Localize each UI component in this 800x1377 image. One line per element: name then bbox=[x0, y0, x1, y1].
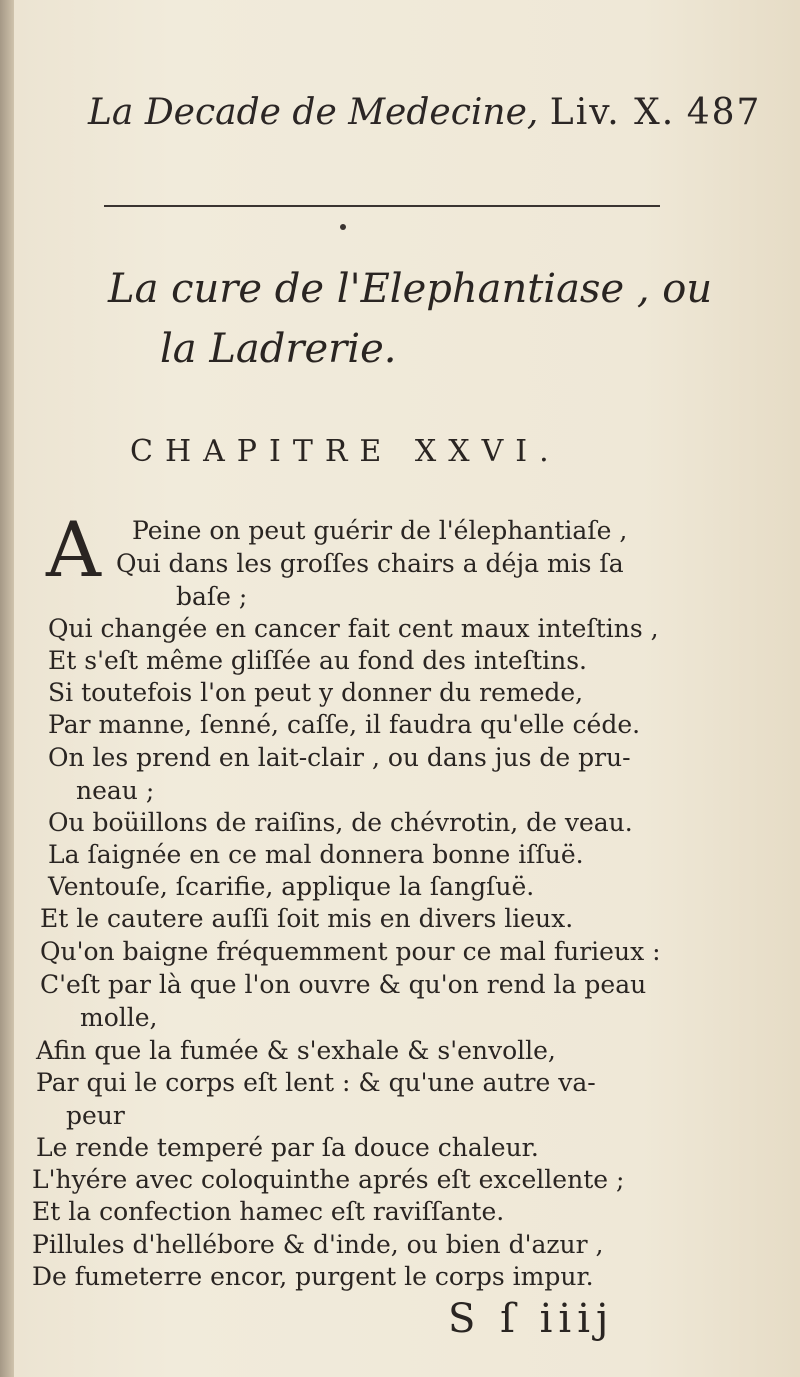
verse-line: Par manne, ſenné, caſſe, il faudra qu'elle céde. bbox=[48, 710, 641, 739]
verse-line: La ſaignée en ce mal donnera bonne iſſuë. bbox=[48, 840, 584, 869]
verse-line: Pillules d'hellébore & d'inde, ou bien d'azur , bbox=[32, 1230, 604, 1259]
verse-line: Et s'eſt même gliſſée au fond des inteſtins. bbox=[48, 646, 587, 675]
section-title-line-2: la Ladrerie. bbox=[160, 326, 397, 372]
page-number: 487 bbox=[686, 92, 762, 133]
verse-line: Si toutefois l'on peut y donner du remede, bbox=[48, 678, 584, 707]
verse-line: peur bbox=[66, 1101, 125, 1130]
chapter-heading: CHAPITRE XXVI. bbox=[130, 434, 561, 469]
running-header bbox=[88, 92, 762, 152]
verse-line: Qui changée en cancer fait cent maux inteſtins , bbox=[48, 614, 659, 643]
verse-line: Et la confection hamec eſt raviſſante. bbox=[32, 1197, 505, 1226]
verse-line: Le rende temperé par ſa douce chaleur. bbox=[36, 1133, 539, 1162]
header-rule bbox=[104, 205, 660, 207]
verse-line: On les prend en lait-clair , ou dans jus de pru- bbox=[48, 743, 631, 772]
drop-cap: A bbox=[46, 505, 101, 594]
verse-line: De fumeterre encor, purgent le corps impur. bbox=[32, 1262, 594, 1291]
verse-line: C'eſt par là que l'on ouvre & qu'on rend la peau bbox=[40, 970, 647, 999]
verse-line: Afin que la fumée & s'exhale & s'envolle, bbox=[36, 1036, 556, 1065]
catchword-signature: S ſ iiij bbox=[448, 1296, 615, 1342]
verse-line: Qu'on baigne fréquemment pour ce mal furieux : bbox=[40, 937, 661, 966]
verse-line: Par qui le corps eſt lent : & qu'une autre va- bbox=[36, 1068, 596, 1097]
verse-line: Et le cautere auſſi ſoit mis en divers lieux. bbox=[40, 904, 574, 933]
verse-line: baſe ; bbox=[176, 582, 248, 611]
page-edge-shadow bbox=[0, 0, 14, 1377]
book-number: Liv. X. bbox=[549, 92, 676, 133]
ornament-dot bbox=[340, 224, 346, 230]
verse-line: molle, bbox=[80, 1003, 158, 1032]
verse-line: Ou boüillons de raiſins, de chévrotin, de veau. bbox=[48, 808, 633, 837]
running-title: La Decade de Medecine, bbox=[88, 92, 539, 133]
section-title-line-1: La cure de l'Elephantiase , ou bbox=[108, 266, 713, 312]
verse-line: neau ; bbox=[76, 776, 155, 805]
verse-line: Peine on peut guérir de l'élephantiaſe , bbox=[132, 516, 628, 545]
verse-line: Qui dans les groſſes chairs a déja mis ſa bbox=[116, 549, 624, 578]
verse-line: Ventouſe, ſcarifie, applique la ſangſuë. bbox=[48, 872, 535, 901]
verse-line: L'hyére avec coloquinthe aprés eſt excellente ; bbox=[32, 1165, 625, 1194]
